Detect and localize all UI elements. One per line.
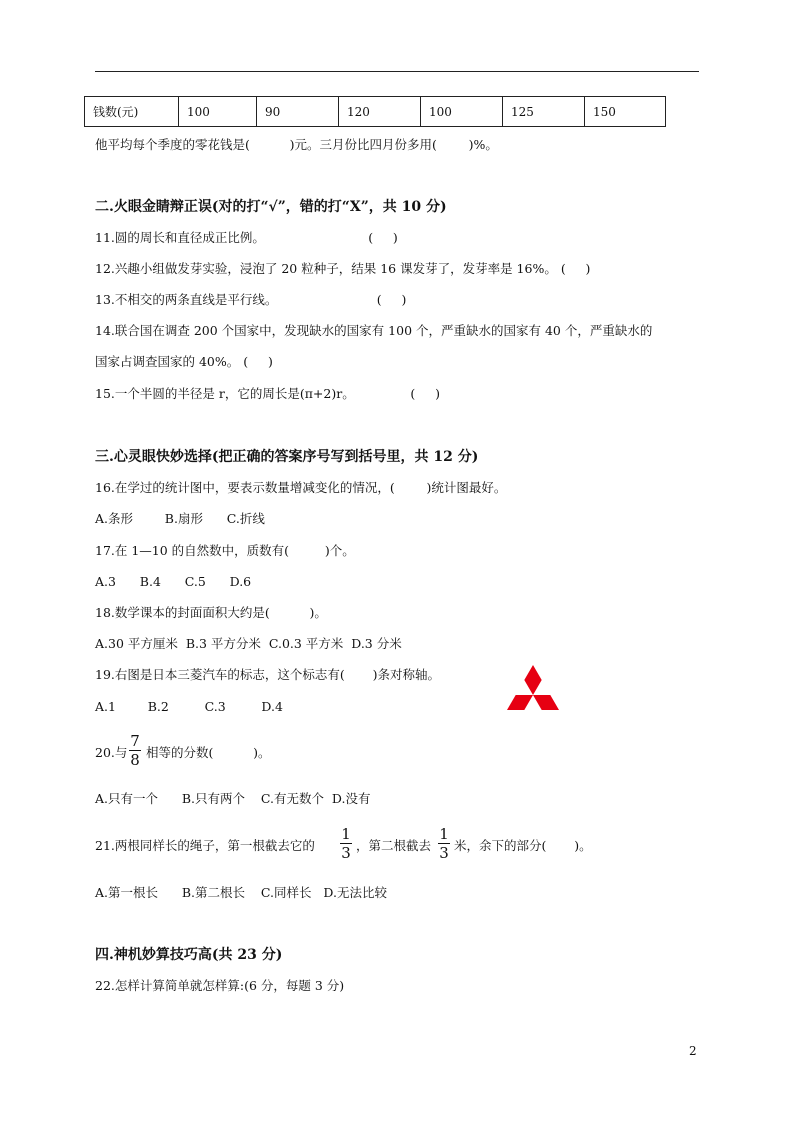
q11: 11.圆的周长和直径成正比例。 ( ) (95, 230, 398, 245)
section4-title: 四.神机妙算技巧高(共 23 分) (95, 947, 283, 963)
table-cell: 90 (257, 97, 339, 127)
logo-diamond-left (507, 695, 533, 710)
table-cell: 125 (503, 97, 585, 127)
q17-options: A.3 B.4 C.5 D.6 (95, 574, 252, 589)
table-cell: 100 (179, 97, 257, 127)
q17: 17.在 1—10 的自然数中，质数有( )个。 (95, 543, 355, 558)
q16: 16.在学过的统计图中，要表示数量增减变化的情况，( )统计图最好。 (95, 480, 507, 495)
table-cell: 150 (585, 97, 666, 127)
fraction-numerator: 1 (341, 825, 351, 843)
q20-prefix: 20.与 (95, 745, 128, 760)
logo-diamond-top (524, 665, 541, 695)
q21-options: A.第一根长 B.第二根长 C.同样长 D.无法比较 (95, 885, 387, 900)
q10-tail: 他平均每个季度的零花钱是( )元。三月份比四月份多用( )%。 (95, 137, 498, 152)
fraction-numerator: 7 (130, 732, 140, 750)
q20-options: A.只有一个 B.只有两个 C.有无数个 D.没有 (95, 791, 371, 806)
q21-part1: 21.两根同样长的绳子，第一根截去它的 (95, 838, 315, 853)
q16-options: A.条形 B.扇形 C.折线 (95, 511, 265, 526)
fraction-denominator: 8 (130, 751, 140, 769)
table-cell: 100 (421, 97, 503, 127)
fraction-1-3 (437, 826, 451, 861)
q22: 22.怎样计算简单就怎样算:(6 分，每题 3 分) (95, 978, 345, 993)
q14-line2: 国家占调查国家的 40%。 ( ) (95, 354, 273, 369)
fraction-denominator: 3 (439, 844, 449, 862)
logo-diamond-right (533, 695, 559, 710)
q19-options: A.1 B.2 C.3 D.4 (95, 699, 283, 714)
q21-part3: 米，余下的部分( )。 (454, 838, 592, 853)
fraction-7-8 (128, 733, 142, 768)
q13: 13.不相交的两条直线是平行线。 ( ) (95, 292, 407, 307)
q12: 12.兴趣小组做发芽实验，浸泡了 20 粒种子，结果 16 课发芽了，发芽率是 16%。 ( ) (95, 261, 591, 276)
q19: 19.右图是日本三菱汽车的标志，这个标志有( )条对称轴。 (95, 667, 440, 682)
table-cell: 120 (339, 97, 421, 127)
page-number: 2 (689, 1044, 697, 1058)
q20-suffix: 相等的分数( )。 (146, 745, 271, 760)
fraction-numerator: 1 (439, 825, 449, 843)
q14-line1: 14.联合国在调查 200 个国家中，发现缺水的国家有 100 个，严重缺水的国家有 40 个，严重缺水的 (95, 323, 653, 338)
table-header-cell: 钱数(元) (85, 97, 179, 127)
q18-options: A.30 平方厘米 B.3 平方分米 C.0.3 平方米 D.3 分米 (95, 636, 402, 651)
table-row (85, 97, 666, 127)
header-rule (95, 71, 699, 72)
money-table (84, 96, 666, 127)
fraction-denominator: 3 (341, 844, 351, 862)
q18: 18.数学课本的封面面积大约是( )。 (95, 605, 327, 620)
section3-title: 三.心灵眼快妙选择(把正确的答案序号写到括号里，共 12 分) (95, 449, 479, 465)
section2-title: 二.火眼金睛辩正误(对的打“√”，错的打“X”，共 10 分) (95, 199, 447, 215)
q15: 15.一个半圆的半径是 r，它的周长是(π+2)r。 ( ) (95, 386, 440, 401)
mitsubishi-logo-icon (503, 665, 563, 717)
fraction-1-3 (339, 826, 353, 861)
q21-part2: ，第二根截去 (356, 838, 432, 853)
